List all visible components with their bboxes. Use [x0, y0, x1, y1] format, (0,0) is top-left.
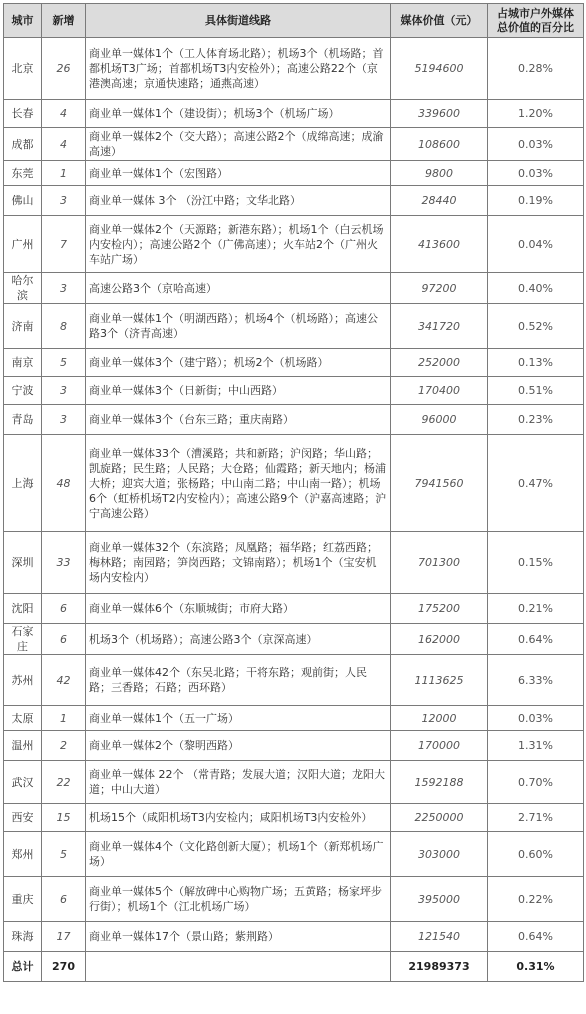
cell-city: 深圳: [4, 532, 42, 594]
cell-value: 395000: [391, 877, 488, 922]
cell-city: 宁波: [4, 377, 42, 405]
cell-added: 17: [42, 922, 86, 952]
cell-value: 108600: [391, 128, 488, 161]
cell-city: 西安: [4, 804, 42, 832]
cell-route: 商业单一媒体1个（建设街）；机场3个（机场广场）: [86, 100, 391, 128]
cell-route: 商业单一媒体33个（漕溪路；共和新路；沪闵路；华山路；凯旋路；民生路；人民路；大仓路；仙霞路；新天地内；杨浦大桥；迎宾大道；张杨路；中山南二路；中山南一路）；机场6个（虹桥机场T2内安检内）；高速公路9个（沪嘉高速路；沪宁高速公路）: [86, 435, 391, 532]
table-row: [4, 128, 584, 161]
table-row: [4, 273, 584, 304]
cell-value: 252000: [391, 349, 488, 377]
cell-added: 26: [42, 38, 86, 100]
cell-route: 商业单一媒体4个（文化路创新大厦）；机场1个（新郑机场广场）: [86, 832, 391, 877]
cell-added: 33: [42, 532, 86, 594]
cell-value: 162000: [391, 624, 488, 655]
table-row: [4, 435, 584, 532]
cell-added: 1: [42, 706, 86, 731]
table-row: [4, 186, 584, 216]
cell-added: 3: [42, 405, 86, 435]
cell-added: 3: [42, 377, 86, 405]
cell-city: 成都: [4, 128, 42, 161]
cell-route: 商业单一媒体3个（建宁路）；机场2个（机场路）: [86, 349, 391, 377]
cell-pct: 0.47%: [488, 435, 584, 532]
table-row: [4, 832, 584, 877]
cell-value: 170400: [391, 377, 488, 405]
cell-route: 商业单一媒体1个（明湖西路）；机场4个（机场路）；高速公路3个（济青高速）: [86, 304, 391, 349]
cell-pct: 0.22%: [488, 877, 584, 922]
cell-pct: 2.71%: [488, 804, 584, 832]
total-added: 270: [42, 952, 86, 982]
cell-pct: 1.31%: [488, 731, 584, 761]
cell-route: 商业单一媒体42个（东吴北路；干将东路；观前街；人民路；三香路；石路；西环路）: [86, 655, 391, 706]
cell-added: 6: [42, 877, 86, 922]
cell-pct: 0.28%: [488, 38, 584, 100]
table-row: [4, 804, 584, 832]
cell-added: 22: [42, 761, 86, 804]
cell-pct: 0.60%: [488, 832, 584, 877]
cell-value: 7941560: [391, 435, 488, 532]
table-row: [4, 161, 584, 186]
cell-city: 北京: [4, 38, 42, 100]
total-row: [4, 952, 584, 982]
cell-pct: 0.52%: [488, 304, 584, 349]
table-row: [4, 594, 584, 624]
cell-route: 商业单一媒体6个（东顺城街；市府大路）: [86, 594, 391, 624]
cell-route: 商业单一媒体3个（日新街；中山西路）: [86, 377, 391, 405]
cell-route: 高速公路3个（京哈高速）: [86, 273, 391, 304]
table-row: [4, 216, 584, 273]
cell-city: 太原: [4, 706, 42, 731]
cell-route: 商业单一媒体32个（东滨路；凤凰路；福华路；红荔西路；梅林路；南园路；笋岗西路；文锦南路）；机场1个（宝安机场内安检内）: [86, 532, 391, 594]
cell-city: 沈阳: [4, 594, 42, 624]
cell-city: 珠海: [4, 922, 42, 952]
total-pct: 0.31%: [488, 952, 584, 982]
cell-added: 4: [42, 128, 86, 161]
cell-added: 15: [42, 804, 86, 832]
table-row: [4, 655, 584, 706]
cell-added: 1: [42, 161, 86, 186]
cell-pct: 0.23%: [488, 405, 584, 435]
cell-pct: 0.51%: [488, 377, 584, 405]
cell-pct: 1.20%: [488, 100, 584, 128]
cell-value: 175200: [391, 594, 488, 624]
cell-city: 长春: [4, 100, 42, 128]
cell-value: 303000: [391, 832, 488, 877]
cell-route: 商业单一媒体17个（景山路；紫荆路）: [86, 922, 391, 952]
cell-value: 121540: [391, 922, 488, 952]
cell-pct: 0.70%: [488, 761, 584, 804]
cell-value: 170000: [391, 731, 488, 761]
cell-added: 5: [42, 832, 86, 877]
cell-route: 商业单一媒体2个（黎明西路）: [86, 731, 391, 761]
cell-city: 广州: [4, 216, 42, 273]
cell-pct: 6.33%: [488, 655, 584, 706]
cell-added: 5: [42, 349, 86, 377]
cell-pct: 0.03%: [488, 161, 584, 186]
cell-city: 上海: [4, 435, 42, 532]
cell-city: 郑州: [4, 832, 42, 877]
header-pct: 占城市户外媒体总价值的百分比: [488, 4, 584, 38]
cell-value: 701300: [391, 532, 488, 594]
cell-pct: 0.64%: [488, 624, 584, 655]
table-row: [4, 731, 584, 761]
header-added: 新增: [42, 4, 86, 38]
cell-city: 苏州: [4, 655, 42, 706]
cell-value: 1592188: [391, 761, 488, 804]
cell-value: 1113625: [391, 655, 488, 706]
cell-added: 42: [42, 655, 86, 706]
table-row: [4, 377, 584, 405]
cell-value: 96000: [391, 405, 488, 435]
cell-route: 商业单一媒体1个（五一广场）: [86, 706, 391, 731]
cell-city: 哈尔滨: [4, 273, 42, 304]
header-row: [4, 4, 584, 38]
table-row: [4, 532, 584, 594]
cell-city: 重庆: [4, 877, 42, 922]
cell-city: 济南: [4, 304, 42, 349]
header-route: 具体街道线路: [86, 4, 391, 38]
cell-value: 2250000: [391, 804, 488, 832]
cell-route: 机场3个（机场路）；高速公路3个（京深高速）: [86, 624, 391, 655]
cell-value: 9800: [391, 161, 488, 186]
cell-value: 341720: [391, 304, 488, 349]
total-value: 21989373: [391, 952, 488, 982]
cell-added: 6: [42, 594, 86, 624]
outdoor-media-table: [3, 3, 584, 982]
cell-route: 商业单一媒体3个（台东三路；重庆南路）: [86, 405, 391, 435]
cell-pct: 0.15%: [488, 532, 584, 594]
cell-route: 商业单一媒体2个（天源路；新港东路）；机场1个（白云机场内安检内）；高速公路2个（广佛高速）；火车站2个（广州火车站广场）: [86, 216, 391, 273]
cell-added: 6: [42, 624, 86, 655]
cell-pct: 0.03%: [488, 706, 584, 731]
cell-route: 商业单一媒体 22个 （常青路；发展大道；汉阳大道；龙阳大道；中山大道）: [86, 761, 391, 804]
cell-city: 青岛: [4, 405, 42, 435]
cell-city: 武汉: [4, 761, 42, 804]
cell-route: 商业单一媒体1个（工人体育场北路）；机场3个（机场路；首都机场T3广场；首都机场T3内安检外）；高速公路22个（京港澳高速；京通快速路；通燕高速）: [86, 38, 391, 100]
header-value: 媒体价值（元）: [391, 4, 488, 38]
cell-value: 97200: [391, 273, 488, 304]
table-row: [4, 624, 584, 655]
cell-pct: 0.13%: [488, 349, 584, 377]
table-row: [4, 877, 584, 922]
cell-city: 石家庄: [4, 624, 42, 655]
cell-added: 8: [42, 304, 86, 349]
table-row: [4, 761, 584, 804]
table-row: [4, 405, 584, 435]
cell-added: 2: [42, 731, 86, 761]
cell-added: 7: [42, 216, 86, 273]
cell-added: 48: [42, 435, 86, 532]
cell-city: 南京: [4, 349, 42, 377]
cell-value: 339600: [391, 100, 488, 128]
total-route: [86, 952, 391, 982]
cell-pct: 0.19%: [488, 186, 584, 216]
table-row: [4, 38, 584, 100]
table-row: [4, 922, 584, 952]
cell-route: 商业单一媒体1个（宏图路）: [86, 161, 391, 186]
cell-city: 东莞: [4, 161, 42, 186]
cell-route: 商业单一媒体5个（解放碑中心购物广场；五黄路；杨家坪步行街）；机场1个（江北机场广场）: [86, 877, 391, 922]
cell-route: 机场15个（咸阳机场T3内安检内；咸阳机场T3内安检外）: [86, 804, 391, 832]
cell-pct: 0.04%: [488, 216, 584, 273]
cell-value: 413600: [391, 216, 488, 273]
cell-city: 温州: [4, 731, 42, 761]
cell-value: 5194600: [391, 38, 488, 100]
cell-added: 3: [42, 273, 86, 304]
cell-pct: 0.21%: [488, 594, 584, 624]
table-row: [4, 304, 584, 349]
cell-added: 4: [42, 100, 86, 128]
cell-route: 商业单一媒体 3个 （汾江中路；文华北路）: [86, 186, 391, 216]
cell-pct: 0.03%: [488, 128, 584, 161]
cell-city: 佛山: [4, 186, 42, 216]
header-city: 城市: [4, 4, 42, 38]
cell-pct: 0.40%: [488, 273, 584, 304]
table-row: [4, 706, 584, 731]
table-row: [4, 100, 584, 128]
total-city: 总计: [4, 952, 42, 982]
cell-added: 3: [42, 186, 86, 216]
cell-value: 12000: [391, 706, 488, 731]
cell-route: 商业单一媒体2个（交大路）；高速公路2个（成绵高速；成渝高速）: [86, 128, 391, 161]
cell-pct: 0.64%: [488, 922, 584, 952]
cell-value: 28440: [391, 186, 488, 216]
table-row: [4, 349, 584, 377]
